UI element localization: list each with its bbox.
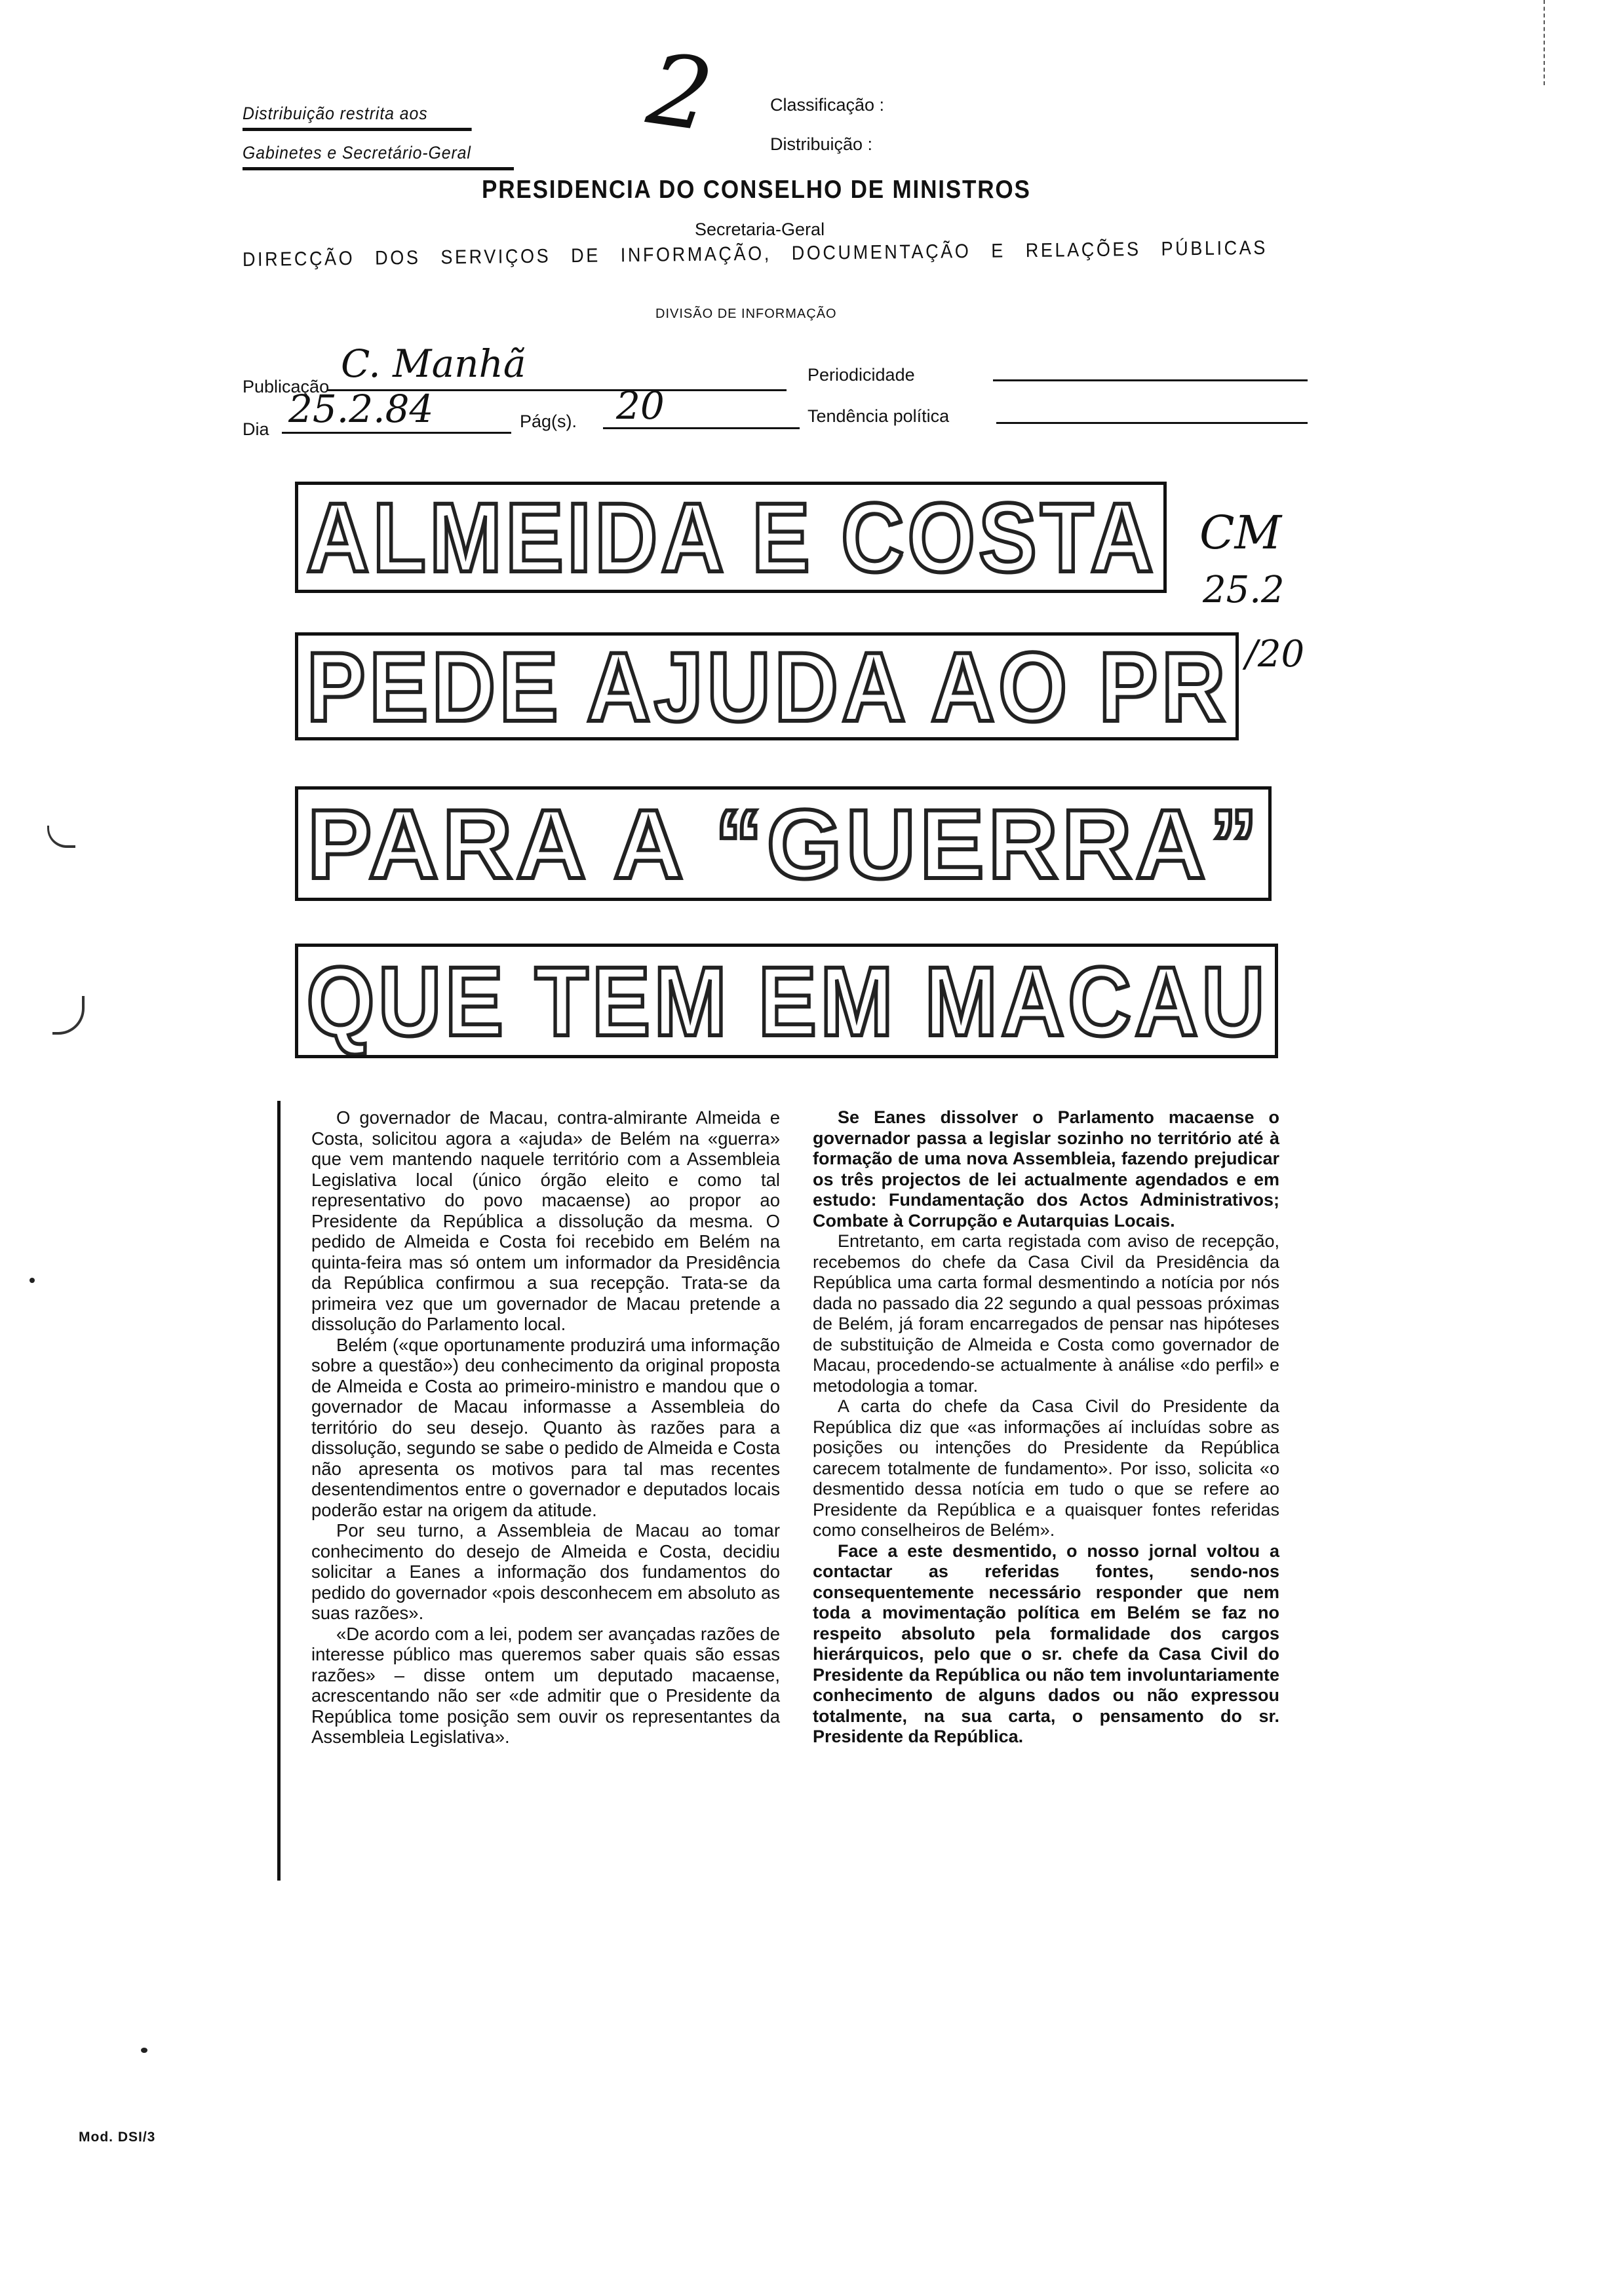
directorate: DIRECÇÃO DOS SERVIÇOS DE INFORMAÇÃO, DOCUMENTAÇÃO E RELAÇÕES PÚBLICAS: [242, 237, 1268, 271]
org-title: PRESIDENCIA DO CONSELHO DE MINISTROS: [482, 176, 1031, 204]
division: DIVISÃO DE INFORMAÇÃO: [655, 307, 837, 321]
distribution-label: Distribuição :: [770, 134, 873, 154]
scan-edge: [1544, 0, 1546, 85]
margin-mark: [47, 826, 75, 848]
periodicity-field: [993, 357, 1308, 381]
political-tendency-field: [996, 400, 1308, 424]
pages-value: 20: [616, 383, 665, 428]
headline-line-3: PARA A “GUERRA”: [307, 788, 1262, 899]
margin-mark: [52, 996, 85, 1035]
annotation-line2: 25.2: [1203, 569, 1285, 611]
day-value: 25.2.84: [288, 387, 434, 431]
headline-line-4: QUE TEM EM MACAU: [306, 946, 1269, 1056]
political-tendency-label: Tendência política: [808, 406, 950, 426]
paragraph: «De acordo com a lei, podem ser avançadas razões de interesse público mas queremos saber quais são essas razões» – disse ontem um deputado macaense, acrescentando não ser «de admitir que o Presidente da República tome posição sem ouvir os representantes da Assembleia Legislativa».: [311, 1623, 780, 1747]
pages-label: Pág(s).: [520, 411, 577, 431]
classification-label: Classificação :: [770, 95, 885, 115]
restricted-distribution-line2: Gabinetes e Secretário-Geral: [243, 143, 514, 170]
day-label: Dia: [243, 419, 269, 439]
paragraph: Entretanto, em carta registada com aviso de recepção, recebemos do chefe da Casa Civil da Presidência da República uma carta formal desmentindo a notícia por nós dada no passado dia 22 segundo a qual pessoas próximas de Belém, já foram encarregados de pensar nas hipóteses de substituição de Almeida e Costa como governador de Macau, procedendo-se actualmente à análise «do perfil» e metodologia a tomar.: [813, 1231, 1279, 1396]
headline-line-1: ALMEIDA E COSTA: [306, 482, 1157, 592]
form-code: Mod. DSI/3: [79, 2130, 156, 2145]
paragraph: Por seu turno, a Assembleia de Macau ao tomar conhecimento do desejo de Almeida e Costa, decidiu solicitar a Eanes a informação dos fundamentos do pedido do governador «pois desconhecem em absoluto as suas razões».: [311, 1520, 780, 1623]
headline-box-2: [295, 632, 1239, 740]
restricted-distribution-line1: Distribuição restrita aos: [243, 104, 472, 131]
day-field: [282, 387, 511, 434]
paragraph: O governador de Macau, contra-almirante Almeida e Costa, solicitou agora a «ajuda» de Belém na «guerra» que vem mantendo naquele território com a Assembleia Legislativa local (único órgão eleito e como tal representativo do povo macaense) ao propor ao Presidente da República a dissolução da mesma. O pedido de Almeida e Costa foi recebido em Belém na quinta-feira mas só ontem um informador da Presidência da República confirmou a sua recepção. Trata-se da primeira vez que um governador de Macau pretende a dissolução do Parlamento local.: [311, 1107, 780, 1334]
paragraph: Se Eanes dissolver o Parlamento macaense o governador passa a legislar sozinho no território até à formação de uma nova Assembleia, fazendo prejudicar os três projectos de lei actualmente agendados e em estudo: Fundamentação dos Actos Administrativos; Combate à Corrupção e Autarquias Locais.: [813, 1107, 1279, 1231]
annotation-line3: /20: [1245, 633, 1305, 676]
paragraph: A carta do chefe da Casa Civil do Presidente da República diz que «as informações aí incluídas sobre as posições ou intenções do Presidente da República carecem totalmente de fundamento». Por isso, solicita «o desmentido dessa notícia em tudo o que se refere ao Presidente da República e a quaisquer fontes referidas como conselheiros de Belém».: [813, 1396, 1279, 1540]
article-column-1: [311, 1107, 780, 1748]
headline-box-3: [295, 786, 1272, 901]
headline-line-2: PEDE AJUDA AO PR: [306, 632, 1229, 740]
article-column-2: [813, 1107, 1279, 1748]
headline-box-1: [295, 482, 1167, 593]
handwritten-page-number: 2: [641, 32, 720, 154]
paragraph: Face a este desmentido, o nosso jornal voltou a contactar as referidas fontes, sendo-nos consequentemente necessário responder que nem toda a movimentação política em Belém se faz no respeito absoluto pela formalidade dos cargos hierárquicos, pelo que o sr. chefe da Casa Civil do Presidente da República ou não tem involuntariamente conhecimento de alguns dados ou não expressou totalmente, na sua carta, o pensamento do sr. Presidente da República.: [813, 1540, 1279, 1746]
paragraph: Belém («que oportunamente produzirá uma informação sobre a questão») deu conhecimento da original proposta de Almeida e Costa ao primeiro-ministro e mandou que o governador de Macau informasse a Assembleia do território do seu desejo. Quanto às razões para a dissolução, segundo se sabe o pedido de Almeida e Costa não apresenta os motivos para tal mas recentes desentendimentos entre o governador e deputados locais poderão estar na origem da atitude.: [311, 1334, 780, 1520]
secretariat: Secretaria-Geral: [695, 220, 825, 239]
annotation-line1: CM: [1199, 506, 1282, 560]
column-rule: [277, 1101, 281, 1881]
margin-dot: [29, 1278, 35, 1283]
pages-field: [603, 383, 800, 429]
headline-box-4: [295, 944, 1278, 1058]
periodicity-label: Periodicidade: [808, 365, 915, 385]
margin-dot: [141, 2048, 147, 2053]
publication-value: C. Manhã: [341, 341, 526, 386]
publication-label: Publicação: [243, 377, 330, 396]
